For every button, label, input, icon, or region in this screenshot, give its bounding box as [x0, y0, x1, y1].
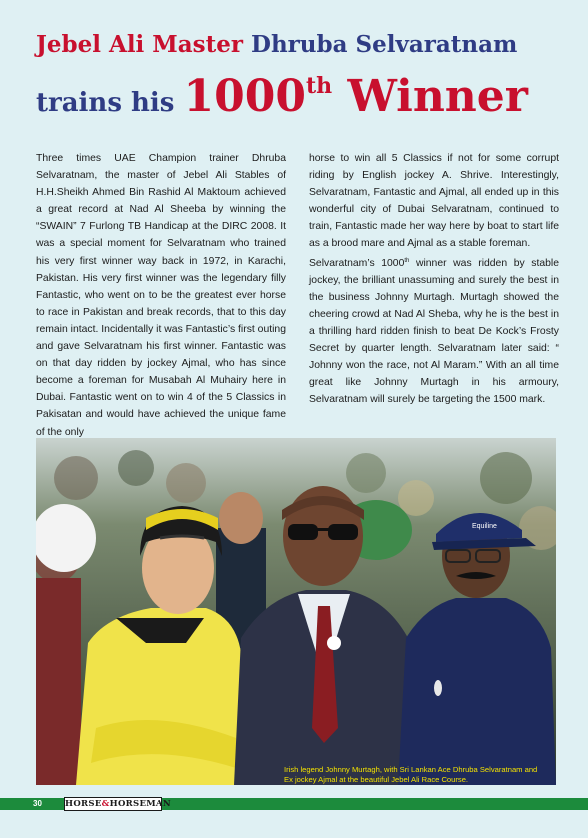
right-paragraph-2-rest: winner was ridden by stable jockey, the brilliant unassuming and surely the best in the business Johnny Murtagh. Murtagh showed the cheering crowd at Nad Al Sheba, why he is the best in a thrilling hard ridden finish to beat De Kock’s Frosty Secret by quarter length. Selvaratnam later said: “ Johnny won the race, not Al Maram.” With an all time great like Johnny Murtagh in his armoury, Selvaratnam will surely be targeting the 1500 mark. [309, 257, 559, 406]
photo-caption: Irish legend Johnny Murtagh, with Sri Lankan Ace Dhruba Selvaratnam and Ex jockey Ajmal at the beautiful Jebel Ali Race Course. [284, 765, 538, 784]
title-number: 1000 [183, 71, 306, 122]
title-line-2 [36, 64, 556, 125]
cap-logo-text: Equiline [472, 523, 497, 530]
right-paragraph-2-superscript: th [404, 257, 410, 264]
title-winner-text: Winner [332, 71, 528, 122]
article-photo [36, 438, 556, 785]
photo-illustration [36, 438, 556, 785]
logo-ampersand: & [101, 799, 110, 809]
title-trains-text: trains his [36, 88, 184, 118]
right-paragraph-2 [309, 253, 559, 409]
title-superscript: th [305, 73, 333, 99]
article-column-left [36, 150, 286, 441]
left-paragraph: Three times UAE Champion trainer Dhruba Selvaratnam, the master of Jebel Ali Stables of H.H.Sheikh Ahmed Bin Rashid Al Maktoum achieved a great record at Nad Al Sheeba by winning the “SWAIN” 7 Furlong TB Handicap at the DIRC 2008. It was a special moment for Selvaratnam who trained his very first winner way back in 1972, in Karachi, Pakistan. His very first winner was the legendary filly Fantastic, who went on to be the greatest ever horse to race in Pakistan and break records, that to this day remain intact. Incidentally it was Fantastic’s first outing and gave Selvaratnam his first winner. Fantastic was on that day ridden by jockey Ajmal, who has since become a foreman for Musabah Al Muhairy here in Dubai. Fantastic went on to win 4 of the 5 Classics in Pakisatan and would have achieved the unique fame of the only [36, 153, 286, 438]
page-number: 30 [33, 799, 42, 808]
title-red-text: Jebel Ali Master [36, 31, 251, 58]
right-paragraph-2-start: Selvaratnam’s 1000 [309, 257, 405, 269]
right-paragraph-1: horse to win all 5 Classics if not for some corrupt riding by English jockey A. Shrive. Interestingly, Selvaratnam, Fantastic and Ajmal, all ended up in this wonderful city of Dubai Selvaratnam, continued to train, Fantastic made her way here by boat to start life as a brood mare and Ajmal as a stable foreman. [309, 153, 559, 250]
logo-horseman-text: HORSEMAN [109, 799, 171, 809]
title-blue-text: Dhruba Selvaratnam [251, 31, 518, 58]
title-line-1 [36, 30, 556, 60]
magazine-logo [64, 797, 171, 811]
article-column-right [309, 150, 559, 408]
background-man-head [219, 492, 263, 544]
background-figure [36, 578, 81, 785]
logo-horse-text: HORSE [65, 799, 102, 809]
article-title [36, 30, 556, 125]
